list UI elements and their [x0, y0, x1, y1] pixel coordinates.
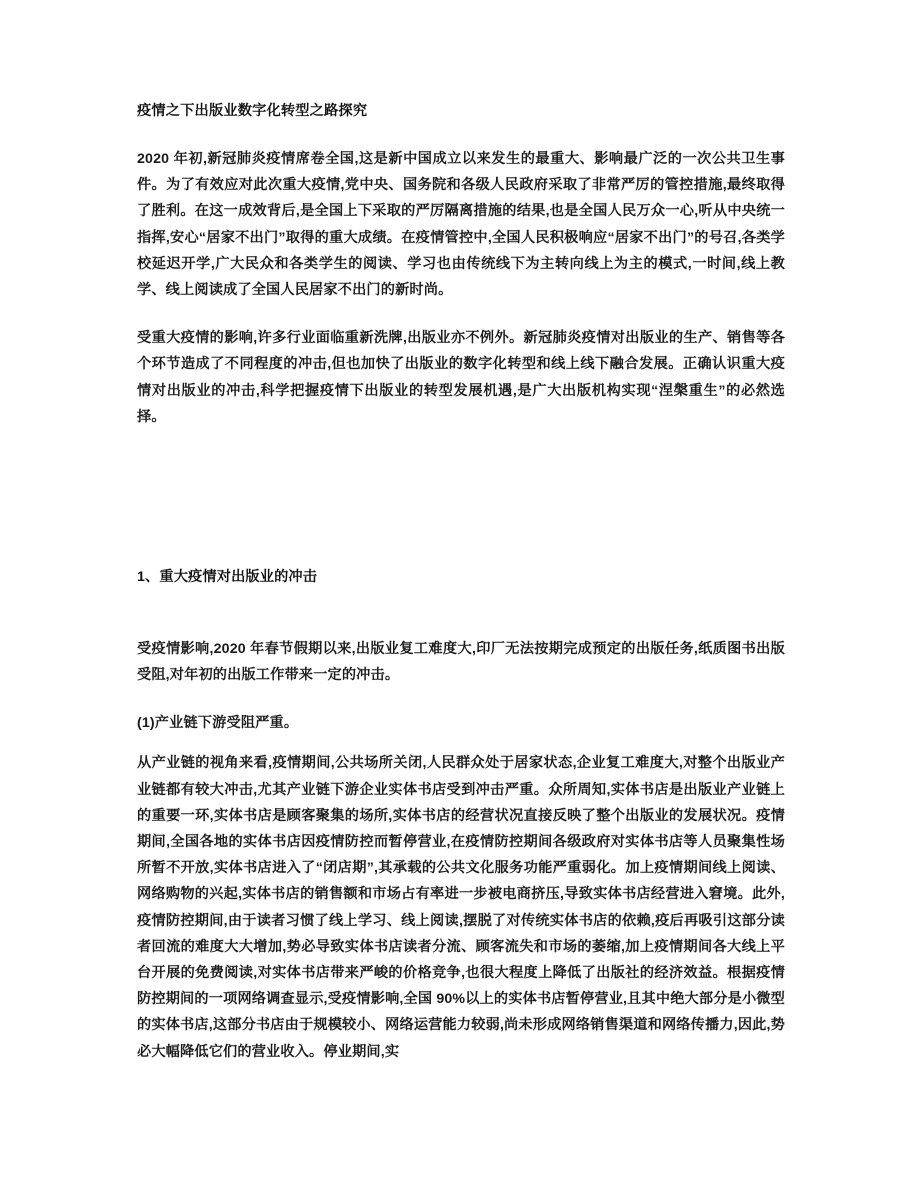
subsection-body-paragraph: 从产业链的视角来看,疫情期间,公共场所关闭,人民群众处于居家状态,企业复工难度大,对整个出版业产业链都有较大冲击,尤其产业链下游企业实体书店受到冲击严重。众所周知,实体书店是出版业产业链上的重要一环,实体书店是顾客聚集的场所,实体书店的经营状况直接反映了整个出版业的发展状况。疫情期间,全国各地的实体书店因疫情防控而暂停营业,在疫情防控期间各级政府对实体书店等人员聚集性场所暂不开放,实体书店进入了“闭店期”,其承载的公共文化服务功能严重弱化。加上疫情期间线上阅读、网络购物的兴起,实体书店的销售额和市场占有率进一步被电商挤压,导致实体书店经营进入窘境。此外,疫情防控期间,由于读者习惯了线上学习、线上阅读,摆脱了对传统实体书店的依赖,疫后再吸引这部分读者回流的难度大大增加,势必导致实体书店读者分流、顾客流失和市场的萎缩,加上疫情期间各大线上平台开展的免费阅读,对实体书店带来严峻的价格竞争,也很大程度上降低了出版社的经济效益。根据疫情防控期间的一项网络调查显示,受疫情影响,全国 90%以上的实体书店暂停营业,且其中绝大部分是小微型的实体书店,这部分书店由于规模较小、网络运营能力较弱,尚未形成网络销售渠道和网络传播力,因此,势必大幅降低它们的营业收入。停业期间,实	[137, 755, 785, 1060]
subsection-heading-1-1: (1)产业链下游受阻严重。	[137, 715, 299, 732]
intro-paragraph-2: 受重大疫情的影响,许多行业面临重新洗牌,出版业亦不例外。新冠肺炎疫情对出版业的生产、销售等各个环节造成了不同程度的冲击,但也加快了出版业的数字化转型和线上线下融合发展。正确认识重大疫情对出版业的冲击,科学把握疫情下出版业的转型发展机遇,是广大出版机构实现“涅槃重生”的必然选择。	[137, 330, 785, 425]
page-title: 疫情之下出版业数字化转型之路探究	[137, 103, 368, 119]
section-lead-paragraph: 受疫情影响,2020 年春节假期以来,出版业复工难度大,印厂无法按期完成预定的出版任务,纸质图书出版受阻,对年初的出版工作带来一定的冲击。	[137, 641, 785, 684]
document-body	[137, 100, 785, 1065]
section-heading-1: 1、重大疫情对出版业的冲击	[137, 569, 318, 586]
section-spacer-top	[137, 452, 785, 564]
intro-paragraph-1: 2020 年初,新冠肺炎疫情席卷全国,这是新中国成立以来发生的最重大、影响最广泛的一次公共卫生事件。为了有效应对此次重大疫情,党中央、国务院和各级人民政府采取了非常严厉的管控措施,最终取得了胜利。在这一成效背后,是全国上下采取的严厉隔离措施的结果,也是全国人民万众一心,听从中央统一指挥,安心“居家不出门”取得的重大成绩。在疫情管控中,全国人民积极响应“居家不出门”的号召,各类学校延迟开学,广大民众和各类学生的阅读、学习也由传统线下为主转向线上为主的模式,一时间,线上教学、线上阅读成了全国人民居家不出门的新时尚。	[137, 151, 785, 299]
section-heading-spacer	[137, 590, 785, 636]
